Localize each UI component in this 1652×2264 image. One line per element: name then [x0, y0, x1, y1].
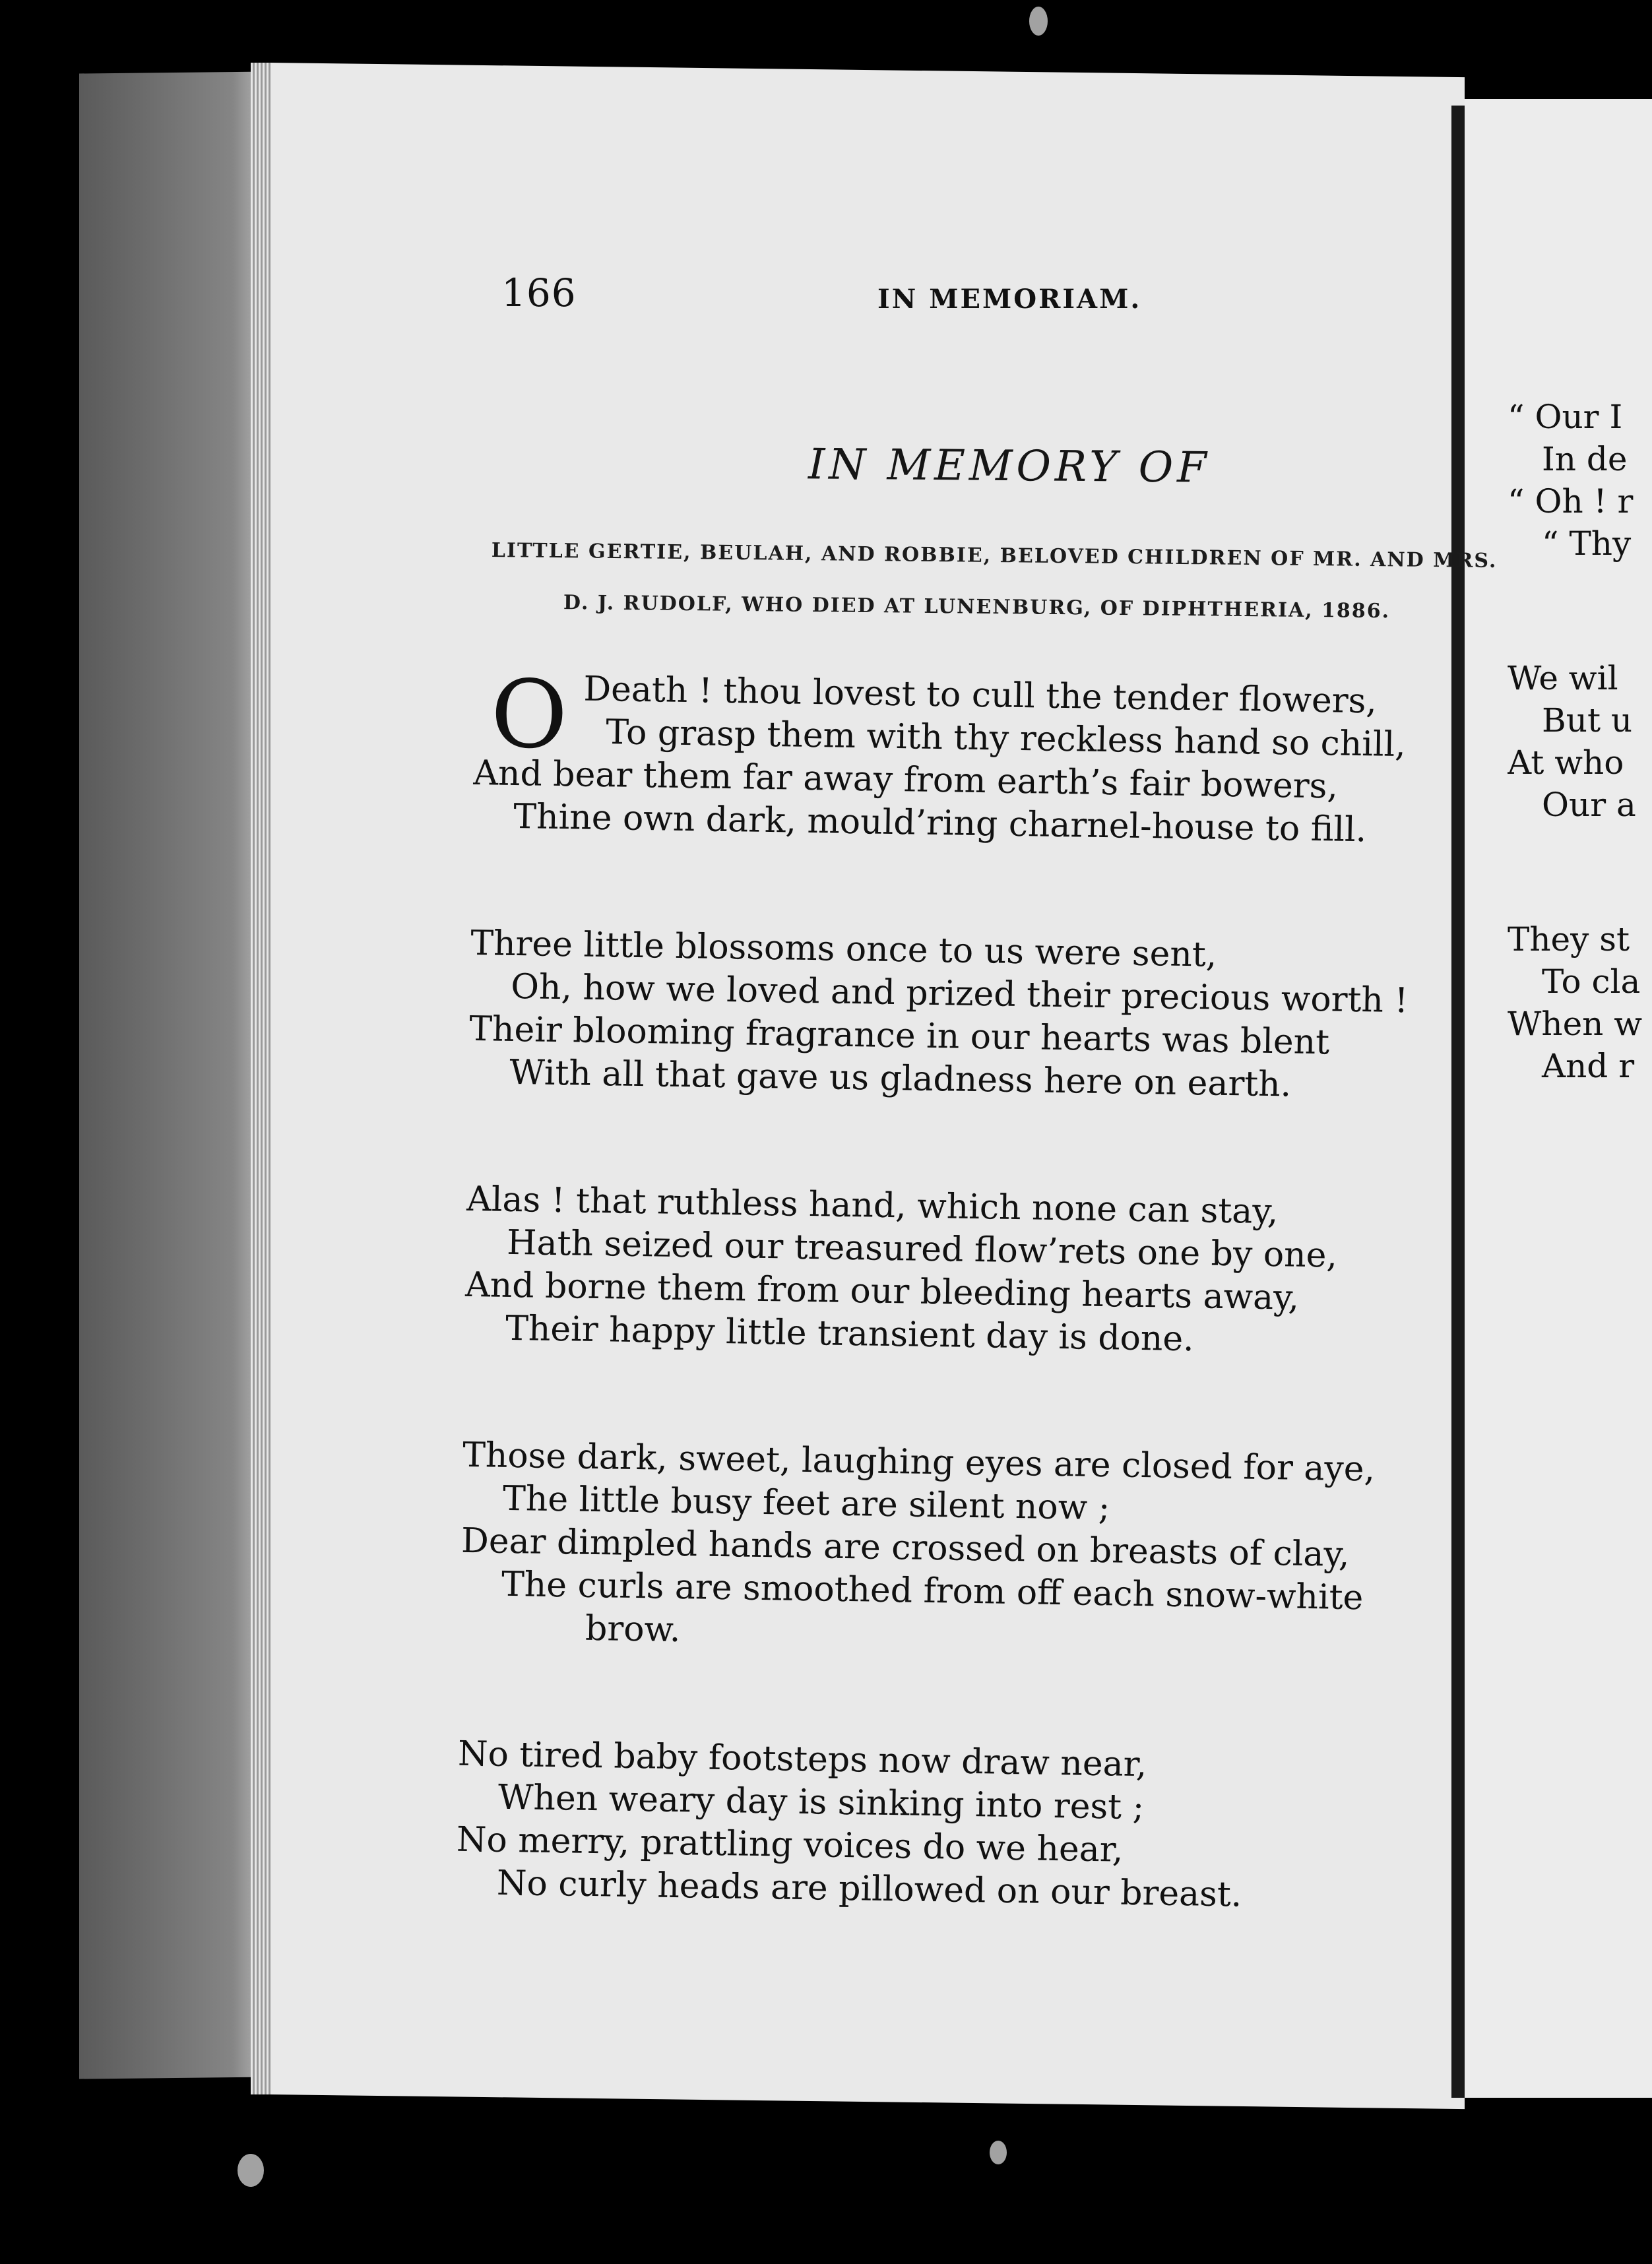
facing-stanza — [1508, 396, 1652, 565]
dedication-line: D. J. RUDOLF, WHO DIED AT LUNENBURG, OF DIPHTHERIA, 1886. — [563, 591, 1391, 623]
poem-line: No tired baby footsteps now draw near, — [457, 1734, 1147, 1785]
facing-line: “ Thy — [1542, 524, 1632, 563]
poem-line: Those dark, sweet, laughing eyes are closed for aye, — [462, 1435, 1376, 1490]
facing-line: To cla — [1542, 962, 1641, 1001]
page-number: 166 — [501, 270, 577, 315]
poem-line: Alas ! that ruthless hand, which none can stay, — [466, 1179, 1279, 1232]
stanza — [464, 1178, 1457, 1366]
facing-stanza — [1508, 918, 1652, 1087]
poem-title: IN MEMORY OF — [808, 440, 1211, 493]
facing-stanza — [1508, 657, 1652, 826]
stanza — [468, 922, 1461, 1110]
poem-dedication — [490, 539, 1498, 654]
poem-line: With all that gave us gladness here on earth. — [509, 1052, 1292, 1105]
facing-line: And r — [1542, 1047, 1635, 1085]
poem-line: Dear dimpled hands are crossed on breasts of clay, — [461, 1521, 1350, 1575]
poem-line: To grasp them with thy reckless hand so chill, — [605, 712, 1407, 765]
poem-line: Oh, how we loved and prized their precious worth ! — [510, 966, 1409, 1021]
poem-line: The curls are smoothed from off each snow-white — [501, 1564, 1364, 1618]
stanza — [460, 1434, 1453, 1664]
poem-line: Hath seized our treasured flow’rets one by one, — [506, 1222, 1338, 1276]
facing-line: They st — [1508, 920, 1630, 959]
poem-line-text: Death ! thou lovest to cull the tender flowers, — [583, 669, 1378, 722]
poem-line: Their blooming fragrance in our hearts was blent — [468, 1009, 1330, 1063]
facing-line: “ Our I — [1508, 398, 1623, 436]
stanza — [472, 660, 1465, 854]
poem-line: The little busy feet are silent now ; — [502, 1478, 1110, 1528]
facing-line: “ Oh ! r — [1508, 482, 1634, 520]
poem-line: brow. — [585, 1608, 681, 1651]
dedication-line: LITTLE GERTIE, BEULAH, AND ROBBIE, BELOVED CHILDREN OF MR. AND MRS. — [491, 539, 1498, 573]
poem-line: Three little blossoms once to us were sent, — [470, 923, 1217, 975]
facing-line: But u — [1542, 701, 1633, 739]
poem-line: No merry, prattling voices do we hear, — [456, 1819, 1124, 1870]
poem-line: No curly heads are pillowed on our breast. — [496, 1863, 1242, 1915]
running-head: IN MEMORIAM. — [877, 284, 1142, 315]
poem-line: When weary day is sinking into rest ; — [497, 1777, 1145, 1828]
facing-line: In de — [1542, 440, 1628, 478]
poem-line: And bear them far away from earth’s fair bowers, — [472, 753, 1339, 807]
poem-body — [455, 660, 1465, 2004]
facing-line: Our a — [1542, 786, 1636, 824]
book-page-edges — [79, 71, 270, 2079]
drop-cap: O — [490, 660, 569, 770]
film-speck — [1029, 7, 1048, 36]
facing-line: We wil — [1508, 659, 1618, 697]
film-speck — [238, 2154, 264, 2187]
film-speck — [990, 2141, 1007, 2164]
poem-line: Their happy little transient day is done. — [505, 1308, 1195, 1360]
facing-line: When w — [1508, 1005, 1643, 1043]
facing-page-text — [1508, 396, 1652, 1179]
poem-line: And borne them from our bleeding hearts away, — [464, 1265, 1300, 1318]
poem-line: Thine own dark, mould’ring charnel-house to fill. — [513, 796, 1367, 850]
stanza — [456, 1733, 1448, 1920]
facing-line: At who — [1508, 743, 1624, 782]
page-edge-lines — [251, 63, 270, 2094]
